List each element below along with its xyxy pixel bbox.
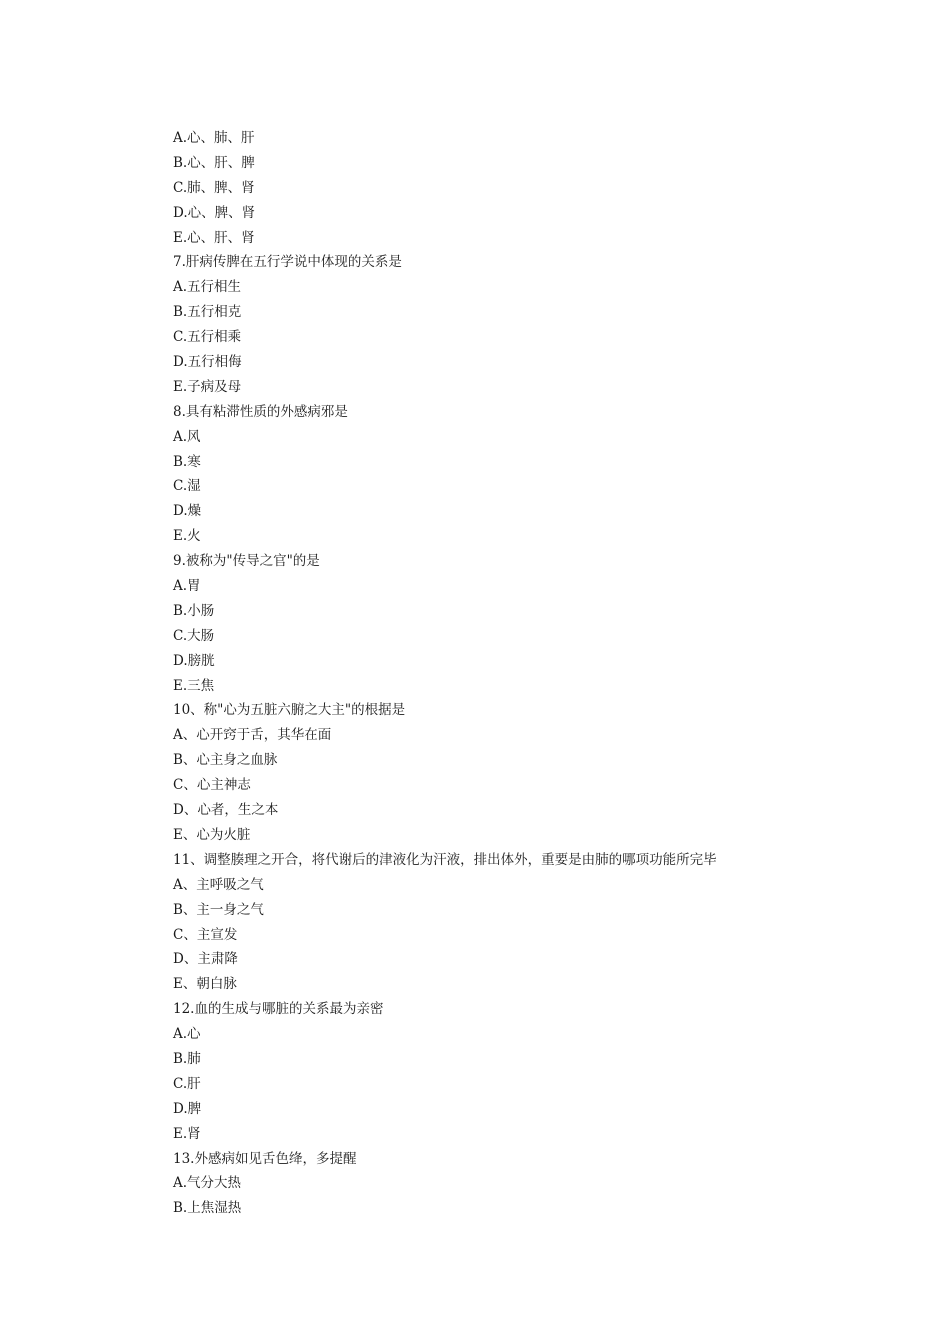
question-line: 8.具有粘滞性质的外感病邪是: [173, 403, 348, 420]
option-line: E、朝白脉: [173, 976, 237, 993]
option-line: B.小肠: [173, 602, 215, 619]
option-line: A.心、肺、肝: [173, 130, 255, 146]
option-line: C.肺、脾、肾: [173, 179, 255, 196]
option-line: E.三焦: [173, 677, 215, 694]
option-line: B.肺: [173, 1050, 201, 1067]
option-line: B.五行相克: [173, 304, 242, 321]
option-line: D、心者，生之本: [173, 802, 279, 819]
option-line: A.风: [173, 428, 201, 445]
option-line: A.五行相生: [173, 279, 242, 296]
document-page: [173, 126, 873, 1221]
option-line: D.心、脾、肾: [173, 204, 256, 221]
option-line: B.上焦湿热: [173, 1200, 242, 1217]
option-line: E、心为火脏: [173, 826, 251, 843]
option-line: D.五行相侮: [173, 354, 242, 371]
option-line: C、心主神志: [173, 777, 251, 794]
option-line: A.气分大热: [173, 1175, 242, 1192]
option-line: C.湿: [173, 478, 201, 495]
option-line: A、主呼吸之气: [173, 876, 264, 893]
option-line: E.心、肝、肾: [173, 229, 255, 246]
option-line: C、主宣发: [173, 926, 238, 943]
question-line: 9.被称为"传导之官"的是: [173, 553, 320, 570]
option-line: E.子病及母: [173, 378, 242, 395]
option-line: A、心开窍于舌，其华在面: [173, 727, 332, 744]
question-line: 13.外感病如见舌色绛，多提醒: [173, 1150, 357, 1167]
option-line: E.肾: [173, 1125, 201, 1142]
option-line: B、心主身之血脉: [173, 752, 278, 769]
question-line: 7.肝病传脾在五行学说中体现的关系是: [173, 254, 402, 271]
option-line: B.寒: [173, 453, 201, 470]
option-line: D.脾: [173, 1100, 202, 1117]
option-line: D、主肃降: [173, 951, 238, 968]
option-line: D.燥: [173, 503, 202, 520]
option-line: B、主一身之气: [173, 901, 264, 918]
option-line: C.大肠: [173, 627, 215, 644]
option-line: C.五行相乘: [173, 329, 242, 346]
option-line: E.火: [173, 528, 201, 545]
question-line: 10、称"心为五脏六腑之大主"的根据是: [173, 702, 406, 719]
question-line: 12.血的生成与哪脏的关系最为亲密: [173, 1001, 384, 1018]
option-line: D.膀胱: [173, 652, 215, 669]
option-line: A.心: [173, 1026, 201, 1043]
option-line: A.胃: [173, 578, 201, 595]
question-line: 11、调整腠理之开合，将代谢后的津液化为汗液，排出体外，重要是由肺的哪项功能所完毕: [173, 851, 717, 868]
option-line: B.心、肝、脾: [173, 154, 255, 171]
option-line: C.肝: [173, 1075, 201, 1092]
